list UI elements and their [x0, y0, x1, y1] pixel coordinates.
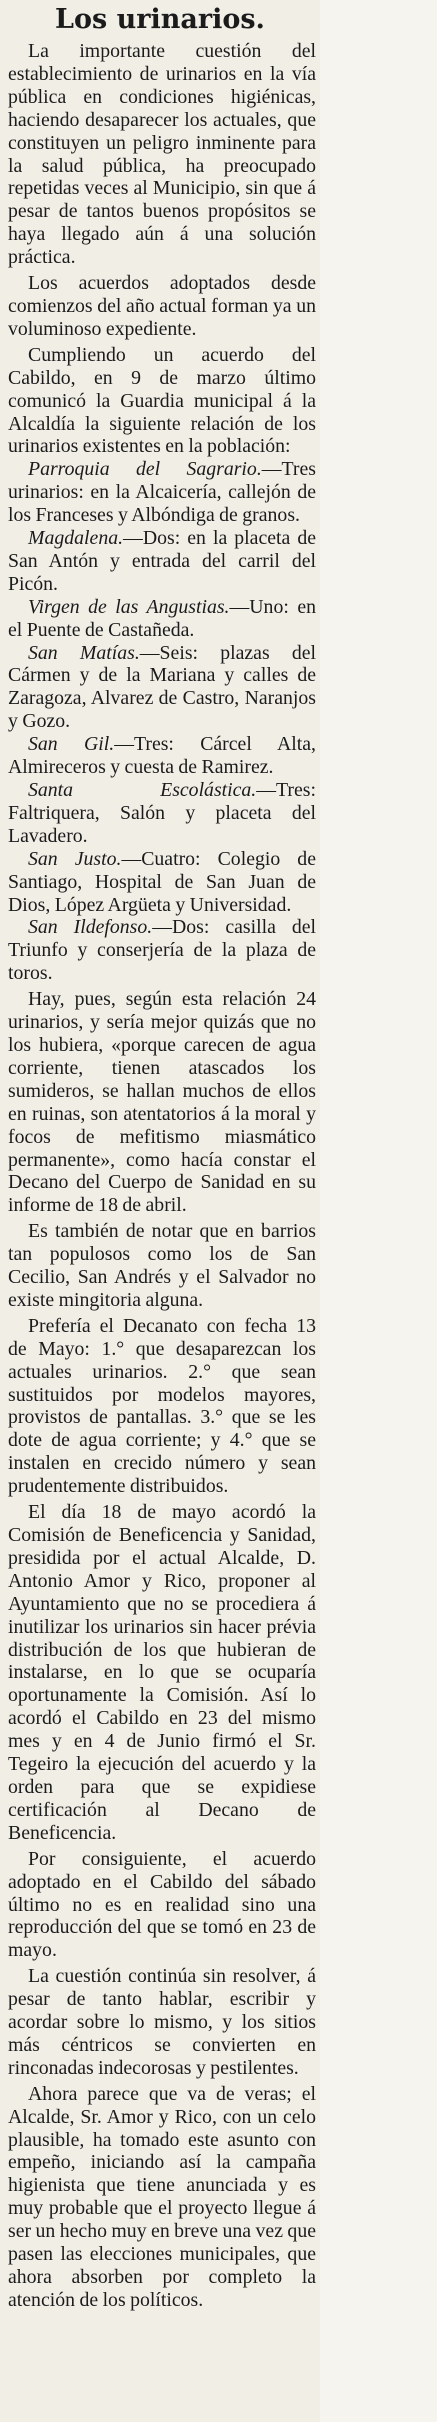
item-label: San Ildefonso.	[28, 916, 153, 939]
paragraph-text: Por consiguiente, el acuerdo adoptado en el Cabildo del sábado último no es en realidad sino una reproducción del que se tomó en 23 de mayo.	[8, 1847, 316, 1962]
paragraph-text: Hay, pues, según esta relación 24 urinarios, y sería mejor quizás que no los hubiera, «porque carecen de agua corriente, tienen atascados los sumideros, se hallan muchos de ellos en ruinas, son atentatorios á la moral y focos de mefitismo miasmático permanente», como hacía constar el Decano del Cuerpo de Sanidad en su informe de 18 de abril.	[8, 988, 316, 1217]
item-label: Magdalena.	[28, 527, 124, 550]
paragraph-text: Es también de notar que en barrios tan populosos como los de San Cecilio, San Andrés y el Salvador no existe mingitoria alguna.	[8, 1220, 316, 1311]
paragraph-text: Prefería el Decanato con fecha 13 de Mayo: 1.° que desaparezcan los actuales urinarios. 2.° que sean sustituidos por modelos mayores, provistos de pantallas. 3.° que se les dote de agua corriente; y 4.° que se instalen en crecido número y sean prudentemente distribuidos.	[8, 1314, 316, 1498]
list-item	[8, 596, 316, 642]
article-paragraph	[8, 1848, 316, 1963]
paragraph-text: —Tres: Faltriquera, Salón y placeta del Lavadero.	[8, 779, 316, 847]
article-body	[0, 40, 320, 2312]
article-paragraph	[8, 40, 316, 269]
paragraph-text: El día 18 de mayo acordó la Comisión de Beneficencia y Sanidad, presidida por el actual Alcalde, D. Antonio Amor y Rico, proponer al Ayuntamiento que no se procediera á inutilizar los urinarios sin hacer prévia distribución de los que hubieran de instalarse, en lo que se ocuparía oportunamente la Comisión. Así lo acordó el Cabildo en 23 del mismo mes y en 4 de Junio firmó el Sr. Tegeiro la ejecución del acuerdo y la orden para que se expidiese certificación al Decano de Beneficencia.	[8, 1501, 316, 1844]
item-label: San Justo.	[28, 847, 122, 870]
paragraph-text: —Uno: en el Puente de Castañeda.	[8, 595, 316, 641]
paragraph-text: —Dos: casilla del Triunfo y conserjería de la plaza de toros.	[8, 916, 317, 985]
paragraph-text: —Seis: plazas del Cármen y de la Mariana y calles de Zaragoza, Alvarez de Castro, Naranjos y Gozo.	[8, 641, 316, 733]
paragraph-text: La importante cuestión del establecimiento de urinarios en la vía pública en condiciones higiénicas, haciendo desaparecer los actuales, que constituyen un peligro inminente para la salud pública, ha preocupado repetidas veces al Municipio, sin que á pesar de tantos buenos propósitos se haya llegado aún á una solución práctica.	[8, 40, 316, 269]
list-item	[8, 733, 316, 779]
page-margin	[320, 0, 437, 2422]
list-item	[8, 779, 316, 848]
article-paragraph	[8, 2083, 316, 2312]
list-item	[8, 458, 316, 527]
paragraph-text: —Cuatro: Colegio de Santiago, Hospital de San Juan de Dios, López Argüeta y Universidad.	[8, 847, 316, 916]
article-paragraph	[8, 988, 316, 1217]
article-paragraph	[8, 1501, 316, 1845]
paragraph-text: —Tres: Cárcel Alta, Almireceros y cuesta de Ramirez.	[8, 733, 317, 779]
paragraph-text: Cumpliendo un acuerdo del Cabildo, en 9 de marzo último comunicó la Guardia municipal á la Alcaldía la siguiente relación de los urinarios existentes en la población:	[8, 343, 316, 458]
item-label: Virgen de las Angustias.	[28, 595, 230, 618]
paragraph-text: —Dos: en la placeta de San Antón y entrada del carril del Picón.	[8, 527, 316, 595]
article-paragraph	[8, 1315, 316, 1498]
list-item	[8, 642, 316, 734]
list-item	[8, 527, 316, 596]
list-item	[8, 916, 316, 985]
article-title: Los urinarios.	[55, 4, 265, 35]
item-label: San Gil.	[28, 733, 115, 756]
article-paragraph	[8, 344, 316, 459]
paragraph-text: —Tres urinarios: en la Alcaicería, callejón de los Franceses y Albóndiga de granos.	[8, 458, 316, 527]
list-item	[8, 848, 316, 917]
article-paragraph	[8, 1965, 316, 2080]
item-label: Santa Escolástica.	[28, 779, 257, 801]
paragraph-text: Los acuerdos adoptados desde comienzos del año actual forman ya un voluminoso expediente.	[8, 272, 316, 340]
item-label: San Matías.	[28, 641, 140, 664]
article-paragraph	[8, 1220, 316, 1312]
paragraph-text: Ahora parece que va de veras; el Alcalde, Sr. Amor y Rico, con un celo plausible, ha tomado este asunto con empeño, iniciando así la campaña higienista que tiene anunciada y es muy probable que el proyecto llegue á ser un hecho muy en breve una vez que pasen las elecciones municipales, que ahora absorben por completo la atención de los políticos.	[8, 2082, 316, 2311]
paragraph-text: La cuestión continúa sin resolver, á pesar de tanto hablar, escribir y acordar sobre lo mismo, y los sitios más céntricos se convierten en rinconadas indecorosas y pestilentes.	[8, 1965, 316, 2079]
item-label: Parroquia del Sagrario.	[28, 458, 262, 481]
article-paragraph	[8, 272, 316, 341]
